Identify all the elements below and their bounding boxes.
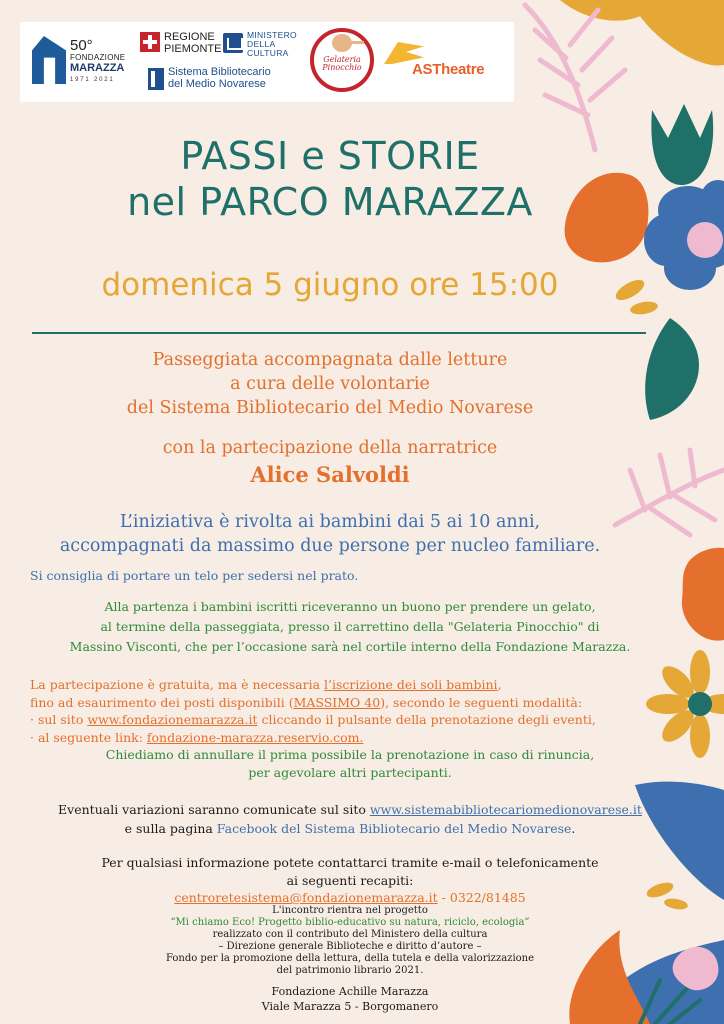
narrator-name: Alice Salvoldi — [250, 462, 410, 487]
pinocchio-line1: Gelateria — [323, 55, 361, 64]
walk-description — [0, 348, 660, 420]
contact-email-link[interactable]: centroretesistema@fondazionemarazza.it — [174, 890, 438, 905]
footer-organization: Fondazione Achille Marazza — [271, 985, 429, 998]
ministero-cultura-logo — [223, 30, 303, 60]
sistema-line2: del Medio Novarese — [168, 77, 266, 90]
max-participants: MASSIMO 40 — [293, 694, 381, 710]
contact-info — [10, 854, 690, 907]
section-divider — [32, 332, 646, 334]
title-line-1: PASSI e STORIE — [180, 134, 480, 178]
regione-piemonte-logo — [140, 30, 226, 58]
reservio-link[interactable]: fondazione-marazza.reservio.com. — [146, 729, 364, 745]
blanket-advice: Si consiglia di portare un telo per sedersi nel prato. — [30, 568, 359, 583]
ministero-line1: MINISTERO — [247, 30, 297, 40]
project-line-6: del patrimonio librario 2021. — [276, 965, 424, 976]
registration-text: , — [497, 677, 502, 692]
registration-info — [30, 676, 596, 746]
marazza-label-fondazione: FONDAZIONE — [70, 53, 126, 62]
astheatre-name: ASTheatre — [412, 61, 485, 78]
pink-branch-shape — [525, 5, 625, 150]
narrator-intro: con la partecipazione della narratrice — [162, 438, 498, 458]
title-line-2: nel PARCO MARAZZA — [127, 180, 533, 224]
astheatre-logo — [384, 40, 504, 80]
registration-text: La partecipazione è gratuita, ma è necessaria — [30, 677, 325, 692]
registration-text: · sul sito — [30, 712, 88, 727]
walk-line-3: del Sistema Bibliotecario del Medio Novarese — [126, 398, 534, 418]
target-line-1: L’iniziativa è rivolta ai bambini dai 5 ai 10 anni, — [119, 512, 541, 532]
variations-text: e sulla pagina — [124, 821, 217, 836]
regione-flag-icon — [140, 32, 160, 52]
target-line-2: accompagnati da massimo due persone per nucleo familiare. — [59, 536, 601, 556]
gelato-line-1: Alla partenza i bambini iscritti riceveranno un buono per prendere un gelato, — [104, 599, 596, 614]
registration-text: cliccando il pulsante della prenotazione degli eventi, — [257, 712, 596, 727]
ministero-line2: DELLA — [247, 38, 276, 49]
contact-phone: 0322/81485 — [449, 890, 526, 905]
sistema-bibliotecario-logo — [148, 66, 298, 96]
target-audience — [0, 510, 660, 558]
regione-line2: PIEMONTE — [164, 42, 222, 55]
registration-requirement: l’iscrizione dei soli bambini — [324, 677, 498, 692]
project-line-3: realizzato con il contributo del Ministero della cultura — [212, 929, 488, 940]
variations-notice — [10, 800, 690, 838]
ministero-line3: CULTURA — [247, 47, 289, 58]
cancel-line-2: per agevolare altri partecipanti. — [248, 764, 452, 780]
sistema-website-link[interactable]: www.sistemabibliotecariomedionovarese.it — [369, 802, 642, 817]
teal-tulip-shape — [651, 104, 713, 185]
footer-street: Viale Marazza 5 - Borgomanero — [261, 999, 439, 1013]
project-name: “Mi chiamo Eco! Progetto biblio-educativo su natura, riciclo, ecologia” — [170, 917, 530, 928]
event-date: domenica 5 giugno ore 15:00 — [101, 267, 559, 303]
sponsor-logo-bar — [20, 22, 514, 102]
gelato-line-2: al termine della passeggiata, presso il carrettino della "Gelateria Pinocchio" di — [100, 619, 600, 634]
contact-separator: - — [437, 890, 450, 905]
pinocchio-line2: Pinocchio — [322, 63, 362, 73]
regione-line1: REGIONE — [164, 31, 215, 43]
walk-line-1: Passeggiata accompagnata dalle letture — [152, 350, 508, 370]
gelato-voucher-info — [10, 597, 690, 657]
project-line-4: – Direzione generale Biblioteche e diritto d’autore – — [218, 941, 482, 952]
info-line-2: ai seguenti recapiti: — [286, 872, 414, 888]
marazza-anniversary: 50° — [70, 37, 93, 54]
marazza-building-icon — [32, 36, 66, 84]
ministero-emblem-icon — [223, 33, 243, 53]
walk-line-2: a cura delle volontarie — [230, 374, 430, 394]
sistema-line1: Sistema Bibliotecario — [168, 66, 271, 78]
fondazione-marazza-logo — [32, 32, 137, 92]
registration-text: fino ad esaurimento dei posti disponibili ( — [30, 694, 294, 710]
marazza-label-name: MARAZZA — [70, 62, 125, 74]
gelato-line-3: Massino Visconti, che per l’occasione sarà nel cortile interno della Fondazione Marazza. — [69, 639, 631, 654]
registration-text: · al seguente link: — [30, 729, 147, 745]
info-line-1: Per qualsiasi informazione potete contattarci tramite e-mail o telefonicamente — [101, 855, 599, 870]
yellow-daisy-shape — [646, 650, 724, 758]
project-credits — [10, 905, 690, 977]
project-line-1: L'incontro rientra nel progetto — [272, 905, 428, 916]
variations-text: . — [571, 821, 576, 836]
registration-text: ), secondo le seguenti modalità: — [380, 694, 583, 710]
project-line-5: Fondo per la promozione della lettura, della tutela e della valorizzazione — [165, 953, 535, 964]
variations-text: Eventuali variazioni saranno comunicate sul sito — [58, 802, 370, 817]
gelateria-pinocchio-logo — [310, 26, 374, 98]
footer-address — [10, 985, 690, 1014]
sistema-emblem-icon — [148, 68, 164, 90]
website-link[interactable]: www.fondazionemarazza.it — [87, 712, 258, 727]
marazza-label-years: 1971 2021 — [70, 77, 115, 83]
cancel-line-1: Chiediamo di annullare il prima possibile la prenotazione in caso di rinuncia, — [105, 747, 595, 762]
cancellation-request — [10, 746, 690, 781]
event-title — [0, 133, 660, 225]
facebook-page-link[interactable]: Facebook del Sistema Bibliotecario del Medio Novarese — [216, 821, 572, 836]
